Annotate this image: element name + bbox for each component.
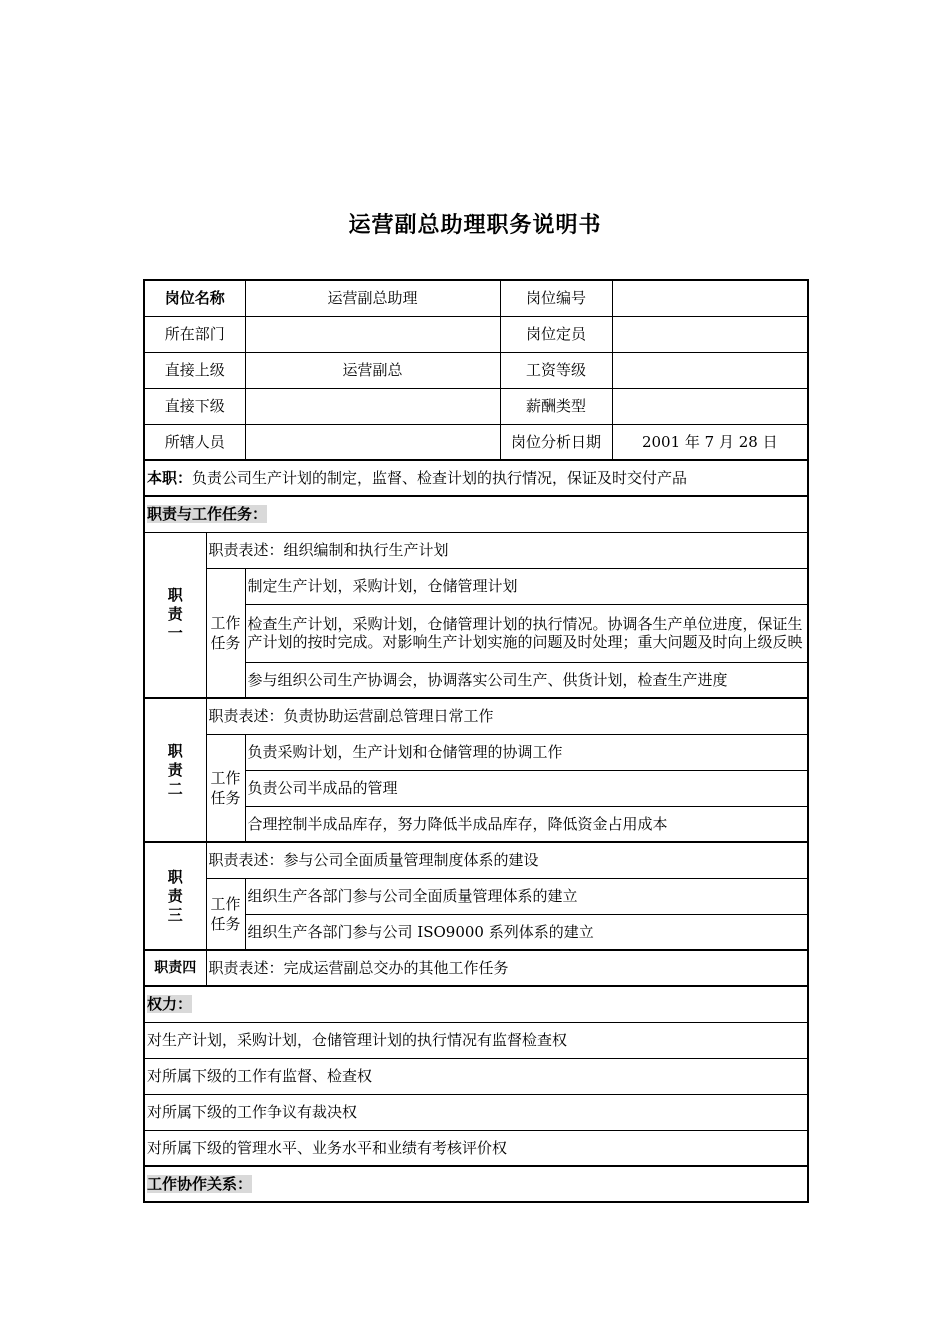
salary-type-label: 薪酬类型 — [500, 388, 612, 424]
duty-3-label: 职 责 三 — [144, 842, 206, 950]
responsibilities-header: 职责与工作任务： — [144, 496, 808, 532]
duty-2-description: 职责表述：负责协助运营副总管理日常工作 — [206, 698, 808, 734]
analysis-date-value: 2001 年 7 月 28 日 — [612, 424, 808, 460]
department-label: 所在部门 — [144, 316, 245, 352]
duty-3-task-label: 工作 任务 — [206, 878, 245, 950]
cooperation-header: 工作协作关系： — [144, 1166, 808, 1202]
staff-label: 所辖人员 — [144, 424, 245, 460]
job-description-table — [143, 279, 809, 1203]
duty-1-label: 职 责 一 — [144, 532, 206, 698]
duty-1-task-2: 检查生产计划，采购计划，仓储管理计划的执行情况。协调各生产单位进度，保证生产计划的按时完成。对影响生产计划实施的问题及时处理；重大问题及时向上级反映 — [245, 604, 808, 662]
power-item: 对所属下级的工作争议有裁决权 — [144, 1094, 808, 1130]
duty-4-label: 职责四 — [144, 950, 206, 986]
duty-1-task-3: 参与组织公司生产协调会，协调落实公司生产、供货计划，检查生产进度 — [245, 662, 808, 698]
duty-2-task-label: 工作 任务 — [206, 734, 245, 842]
department-value — [245, 316, 500, 352]
duty-3-description: 职责表述：参与公司全面质量管理制度体系的建设 — [206, 842, 808, 878]
superior-label: 直接上级 — [144, 352, 245, 388]
powers-header: 权力： — [144, 986, 808, 1022]
position-number-value — [612, 280, 808, 316]
duty-2-task-2: 负责公司半成品的管理 — [245, 770, 808, 806]
duty-3-task-1: 组织生产各部门参与公司全面质量管理体系的建立 — [245, 878, 808, 914]
power-item: 对所属下级的管理水平、业务水平和业绩有考核评价权 — [144, 1130, 808, 1166]
duty-summary — [144, 460, 808, 496]
duty-2-task-1: 负责采购计划，生产计划和仓储管理的协调工作 — [245, 734, 808, 770]
superior-value: 运营副总 — [245, 352, 500, 388]
position-name-value: 运营副总助理 — [245, 280, 500, 316]
job-description-form — [143, 279, 807, 1203]
power-item: 对生产计划，采购计划，仓储管理计划的执行情况有监督检查权 — [144, 1022, 808, 1058]
duty-summary-label: 本职： — [147, 469, 193, 487]
subordinate-value — [245, 388, 500, 424]
duty-4-description: 职责表述：完成运营副总交办的其他工作任务 — [206, 950, 808, 986]
page-title: 运营副总助理职务说明书 — [348, 213, 602, 238]
wage-level-label: 工资等级 — [500, 352, 612, 388]
position-number-label: 岗位编号 — [500, 280, 612, 316]
subordinate-label: 直接下级 — [144, 388, 245, 424]
duty-2-label: 职 责 二 — [144, 698, 206, 842]
analysis-date-label: 岗位分析日期 — [500, 424, 612, 460]
duty-3-task-2: 组织生产各部门参与公司 ISO9000 系列体系的建立 — [245, 914, 808, 950]
wage-level-value — [612, 352, 808, 388]
quota-value — [612, 316, 808, 352]
position-name-label: 岗位名称 — [144, 280, 245, 316]
quota-label: 岗位定员 — [500, 316, 612, 352]
duty-1-description: 职责表述：组织编制和执行生产计划 — [206, 532, 808, 568]
staff-value — [245, 424, 500, 460]
duty-1-task-label: 工作 任务 — [206, 568, 245, 698]
duty-2-task-3: 合理控制半成品库存，努力降低半成品库存，降低资金占用成本 — [245, 806, 808, 842]
salary-type-value — [612, 388, 808, 424]
power-item: 对所属下级的工作有监督、检查权 — [144, 1058, 808, 1094]
duty-summary-text: 负责公司生产计划的制定，监督、检查计划的执行情况，保证及时交付产品 — [192, 469, 688, 487]
duty-1-task-1: 制定生产计划，采购计划，仓储管理计划 — [245, 568, 808, 604]
